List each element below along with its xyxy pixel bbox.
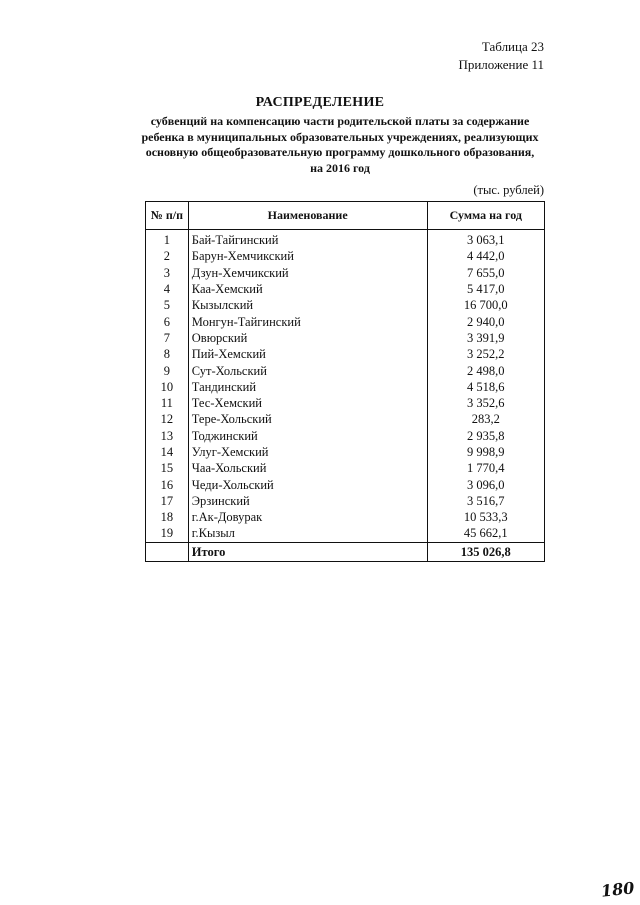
row-sum-cell: 3 063,1 [427,230,544,249]
row-name-cell: Барун-Хемчикский [188,248,427,264]
row-sum-cell: 4 442,0 [427,248,544,264]
subtitle-line: субвенций на компенсацию части родительской платы за содержание [150,114,530,128]
table-row [146,281,545,297]
row-number-cell: 3 [146,265,189,281]
table-row [146,248,545,264]
row-name-cell: г.Кызыл [188,525,427,542]
row-name-cell: Овюрский [188,330,427,346]
document-title: РАСПРЕДЕЛЕНИЕ [255,95,385,110]
subtitle-line: на 2016 год [310,160,370,175]
row-name-cell: Чаа-Хольский [188,460,427,476]
row-name-cell: Монгун-Тайгинский [188,313,427,329]
table-row [146,362,545,378]
row-sum-cell: 3 252,2 [427,346,544,362]
row-sum-cell: 10 533,3 [427,509,544,525]
row-number-cell: 18 [146,509,189,525]
row-sum-cell: 283,2 [427,411,544,427]
row-name-cell: Тоджинский [188,428,427,444]
row-sum-cell: 1 770,4 [427,460,544,476]
row-number-cell: 17 [146,493,189,509]
row-sum-cell: 3 516,7 [427,493,544,509]
row-number-cell: 14 [146,444,189,460]
table-row [146,411,545,427]
table-row [146,509,545,525]
total-label: Итого [188,542,427,561]
row-name-cell: Тес-Хемский [188,395,427,411]
total-number-cell [146,542,189,561]
row-number-cell: 19 [146,525,189,542]
table-row [146,313,545,329]
row-number-cell: 10 [146,379,189,395]
table-row [146,493,545,509]
row-name-cell: Кызылский [188,297,427,313]
row-number-cell: 5 [146,297,189,313]
row-sum-cell: 4 518,6 [427,379,544,395]
table-row [146,476,545,492]
row-name-cell: Тандинский [188,379,427,395]
document-subtitle [120,114,560,176]
row-number-cell: 12 [146,411,189,427]
row-name-cell: Каа-Хемский [188,281,427,297]
row-name-cell: Чеди-Хольский [188,476,427,492]
total-sum: 135 026,8 [427,542,544,561]
row-name-cell: Сут-Хольский [188,362,427,378]
units-label: (тыс. рублей) [473,183,544,197]
table-row [146,428,545,444]
row-sum-cell: 3 391,9 [427,330,544,346]
column-header-sum: Сумма на год [427,202,544,230]
row-number-cell: 2 [146,248,189,264]
column-header-name: Наименование [188,202,427,230]
row-number-cell: 16 [146,476,189,492]
row-number-cell: 4 [146,281,189,297]
row-name-cell: Дзун-Хемчикский [188,265,427,281]
row-number-cell: 1 [146,230,189,249]
row-name-cell: Улуг-Хемский [188,444,427,460]
page-number: 180 [599,878,635,901]
row-number-cell: 13 [146,428,189,444]
table-row [146,379,545,395]
row-sum-cell: 5 417,0 [427,281,544,297]
row-sum-cell: 2 935,8 [427,428,544,444]
column-header-number: № п/п [146,202,189,230]
table-row [146,395,545,411]
row-name-cell: г.Ак-Довурак [188,509,427,525]
subtitle-line: ребенка в муниципальных образовательных учреждениях, реализующих [141,129,539,144]
table-row [146,525,545,542]
table-row [146,346,545,362]
distribution-table [145,201,545,562]
row-name-cell: Тере-Хольский [188,411,427,427]
subtitle-line: основную общеобразовательную программу дошкольного образования, [145,145,535,159]
table-row [146,330,545,346]
row-number-cell: 7 [146,330,189,346]
row-sum-cell: 2 498,0 [427,362,544,378]
row-sum-cell: 45 662,1 [427,525,544,542]
row-sum-cell: 3 352,6 [427,395,544,411]
row-sum-cell: 3 096,0 [427,476,544,492]
row-sum-cell: 7 655,0 [427,265,544,281]
row-name-cell: Бай-Тайгинский [188,230,427,249]
table-row [146,444,545,460]
row-sum-cell: 9 998,9 [427,444,544,460]
appendix-reference: Приложение 11 [458,57,544,72]
row-name-cell: Пий-Хемский [188,346,427,362]
table-row [146,460,545,476]
table-header-row [146,202,545,230]
row-name-cell: Эрзинский [188,493,427,509]
table-body [146,230,545,543]
row-number-cell: 6 [146,313,189,329]
table-row [146,297,545,313]
table-total-row [146,542,545,561]
table-row [146,230,545,249]
row-number-cell: 11 [146,395,189,411]
row-sum-cell: 16 700,0 [427,297,544,313]
row-sum-cell: 2 940,0 [427,313,544,329]
row-number-cell: 15 [146,460,189,476]
table-reference: Таблица 23 [481,39,544,54]
row-number-cell: 9 [146,362,189,378]
row-number-cell: 8 [146,346,189,362]
table-row [146,265,545,281]
